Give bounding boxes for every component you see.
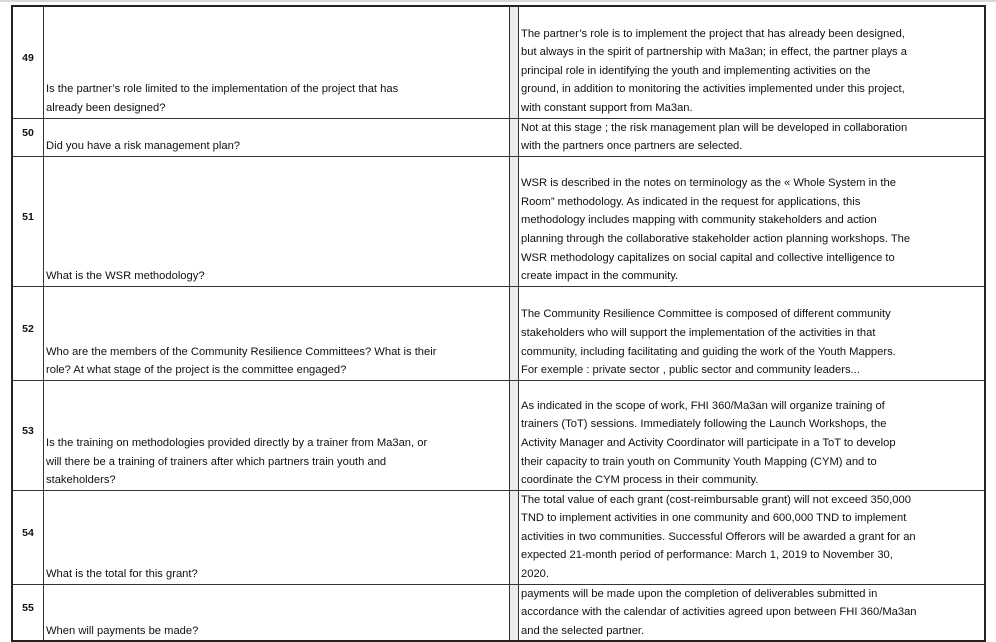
answer-cell: As indicated in the scope of work, FHI 360/Ma3an will organize training of trainers (ToT) sessions. Immediately following the Launch Workshops, the Activity Manager and Activity Coordinator will participate in a ToT to develop their capacity to train youth on Community Youth Mapping (CYM) and to coordinate the CYM process in their community. — [519, 380, 986, 490]
question-cell: Who are the members of the Community Resilience Committees? What is their role? At what stage of the project is the committee engaged? — [44, 286, 510, 380]
table-row — [12, 490, 985, 584]
answer-cell: WSR is described in the notes on terminology as the « Whole System in the Room” methodology. As indicated in the request for applications, this methodology includes mapping with community stakeholders and action planning through the collaborative stakeholder action planning workshops. The WSR methodology capitalizes on social capital and collective intelligence to create impact in the community. — [519, 156, 986, 286]
column-gap — [510, 490, 519, 584]
column-gap — [510, 584, 519, 641]
table-row — [12, 380, 985, 490]
table-row — [12, 584, 985, 641]
question-cell: Did you have a risk management plan? — [44, 118, 510, 156]
question-cell: When will payments be made? — [44, 584, 510, 641]
table-row — [12, 6, 985, 118]
row-number: 55 — [12, 584, 44, 641]
table-row — [12, 118, 985, 156]
answer-cell: The total value of each grant (cost-reimbursable grant) will not exceed 350,000 TND to implement activities in one community and 600,000 TND to implement activities in two communities. Successful Offerors will be awarded a grant for an expected 21-month period of performance: March 1, 2019 to November 30, 2020. — [519, 490, 986, 584]
column-gap — [510, 6, 519, 118]
answer-cell: Not at this stage ; the risk management plan will be developed in collaboration with the partners once partners are selected. — [519, 118, 986, 156]
answer-cell: The Community Resilience Committee is composed of different community stakeholders who will support the implementation of the activities in that community, including facilitating and guiding the work of the Youth Mappers. For exemple : private sector , public sector and community leaders... — [519, 286, 986, 380]
page-top-edge — [0, 0, 996, 2]
row-number: 49 — [12, 6, 44, 118]
answer-cell: The partner’s role is to implement the project that has already been designed, but always in the spirit of partnership with Ma3an; in effect, the partner plays a principal role in identifying the youth and implementing activities on the ground, in addition to monitoring the activities implemented under this project, with constant support from Ma3an. — [519, 6, 986, 118]
question-cell: Is the partner’s role limited to the implementation of the project that has already been designed? — [44, 6, 510, 118]
column-gap — [510, 286, 519, 380]
question-cell: What is the WSR methodology? — [44, 156, 510, 286]
table-row — [12, 156, 985, 286]
row-number: 50 — [12, 118, 44, 156]
faq-table — [11, 5, 986, 642]
column-gap — [510, 156, 519, 286]
column-gap — [510, 118, 519, 156]
question-cell: What is the total for this grant? — [44, 490, 510, 584]
question-cell: Is the training on methodologies provided directly by a trainer from Ma3an, or will there be a training of trainers after which partners train youth and stakeholders? — [44, 380, 510, 490]
row-number: 51 — [12, 156, 44, 286]
answer-cell: payments will be made upon the completion of deliverables submitted in accordance with the calendar of activities agreed upon between FHI 360/Ma3an and the selected partner. — [519, 584, 986, 641]
row-number: 52 — [12, 286, 44, 380]
row-number: 54 — [12, 490, 44, 584]
column-gap — [510, 380, 519, 490]
row-number: 53 — [12, 380, 44, 490]
table-row — [12, 286, 985, 380]
